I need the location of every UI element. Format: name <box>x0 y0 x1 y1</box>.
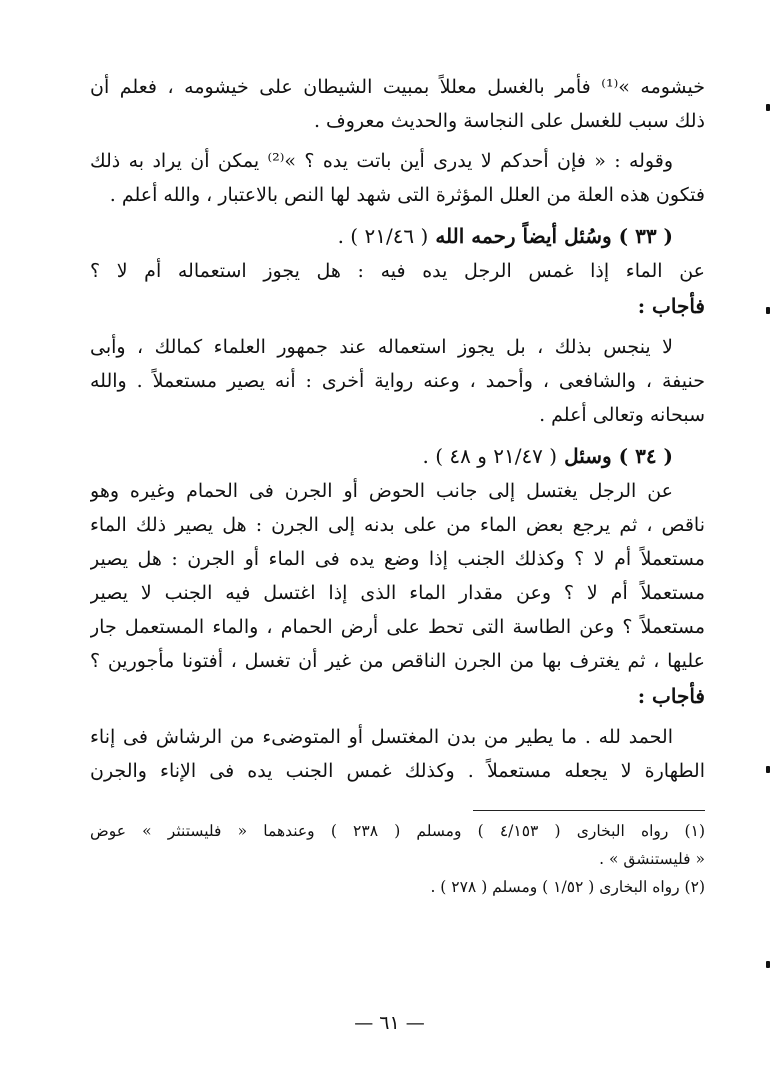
margin-mark <box>766 307 770 314</box>
paragraph-continuation <box>90 70 705 138</box>
text-line: الحمد لله . ما يطير من بدن المغتسل أو المتوضىء من الرشاش فى إناء <box>90 726 673 748</box>
book-page <box>90 70 705 1060</box>
text-line: عن الماء إذا غمس الرجل يده فيه : هل يجوز استعماله أم لا ؟ <box>90 260 705 282</box>
text-line: سبحانه وتعالى أعلم . <box>539 404 705 426</box>
paragraph-hadith-commentary <box>90 144 705 212</box>
footnote-1-continuation: « فليستنشق » . <box>599 850 705 868</box>
text-line: عليها ، ثم يغترف بها من الجرن الناقص من غير أن تغسل ، أفتونا مأجورين ؟ <box>90 650 705 672</box>
text-line: وقوله : « فإن أحدكم لا يدرى أين باتت يده ؟ »⁽²⁾ يمكن أن يراد به ذلك <box>90 150 674 172</box>
text-line: لا ينجس بذلك ، بل يجوز استعماله عند جمهور العلماء كمالك ، وأبى <box>90 336 673 358</box>
text-line: حنيفة ، والشافعى ، وأحمد ، وعنه رواية أخرى : أنه يصير مستعملاً . والله <box>90 370 705 392</box>
footnote-1: (١) رواه البخارى ( ٤/١٥٣ ) ومسلم ( ٢٣٨ ) وعندهما « فليستنثر » عوض <box>90 822 705 840</box>
question-33-text <box>90 254 705 288</box>
text-line: مستعملاً أم لا ؟ وكذلك الجنب إذا وضع يده فى الماء أو الجرن : هل يصير <box>90 548 705 570</box>
margin-mark <box>766 104 770 111</box>
page-number: — ٦١ — <box>354 1012 425 1034</box>
question-33-reference: ( ٢١/٤٦ ) . <box>337 224 429 248</box>
question-34-text <box>90 474 705 678</box>
footnote-2: (٢) رواه البخارى ( ١/٥٢ ) ومسلم ( ٢٧٨ ) . <box>430 878 705 896</box>
text-line: ناقص ، ثم يرجع بعض الماء من على بدنه إلى الجرن : هل يصير ذلك الماء <box>90 514 705 536</box>
question-34-heading <box>90 438 705 474</box>
text-line: خيشومه »⁽¹⁾ فأمر بالغسل معللاً بمبيت الشيطان على خيشومه ، فعلم أن <box>90 76 705 98</box>
question-33-heading <box>90 218 705 254</box>
text-line: مستعملاً أم لا ؟ وعن مقدار الماء الذى إذا اغتسل فيه الجنب لا يصير <box>90 582 705 604</box>
text-line: فتكون هذه العلة من العلل المؤثرة التى شهد لها النص بالاعتبار ، والله أعلم . <box>109 184 705 206</box>
answer-label: فأجاب : <box>637 294 705 318</box>
text-line: ذلك سبب للغسل على النجاسة والحديث معروف . <box>313 110 705 132</box>
text-line: عن الرجل يغتسل إلى جانب الحوض أو الجرن فى الحمام وغيره وهو <box>90 480 673 502</box>
answer-34-text <box>90 720 705 788</box>
answer-label: فأجاب : <box>637 684 705 708</box>
question-33-title: ( ٣٣ ) وسُئل أيضاً رحمه الله <box>435 224 673 248</box>
answer-33-text <box>90 330 705 432</box>
margin-mark <box>766 766 770 773</box>
question-34-reference: ( ٢١/٤٧ و ٤٨ ) . <box>422 444 558 468</box>
text-line: الطهارة لا يجعله مستعملاً . وكذلك غمس الجنب يده فى الإناء والجرن <box>90 760 705 782</box>
question-34-title: ( ٣٤ ) وسئل <box>564 444 673 468</box>
footnotes <box>90 817 705 901</box>
margin-mark <box>766 961 770 968</box>
text-line: مستعملاً ؟ وعن الطاسة التى تحط على أرض الحمام ، والماء المستعمل جار <box>90 616 705 638</box>
footnote-divider <box>473 810 705 811</box>
